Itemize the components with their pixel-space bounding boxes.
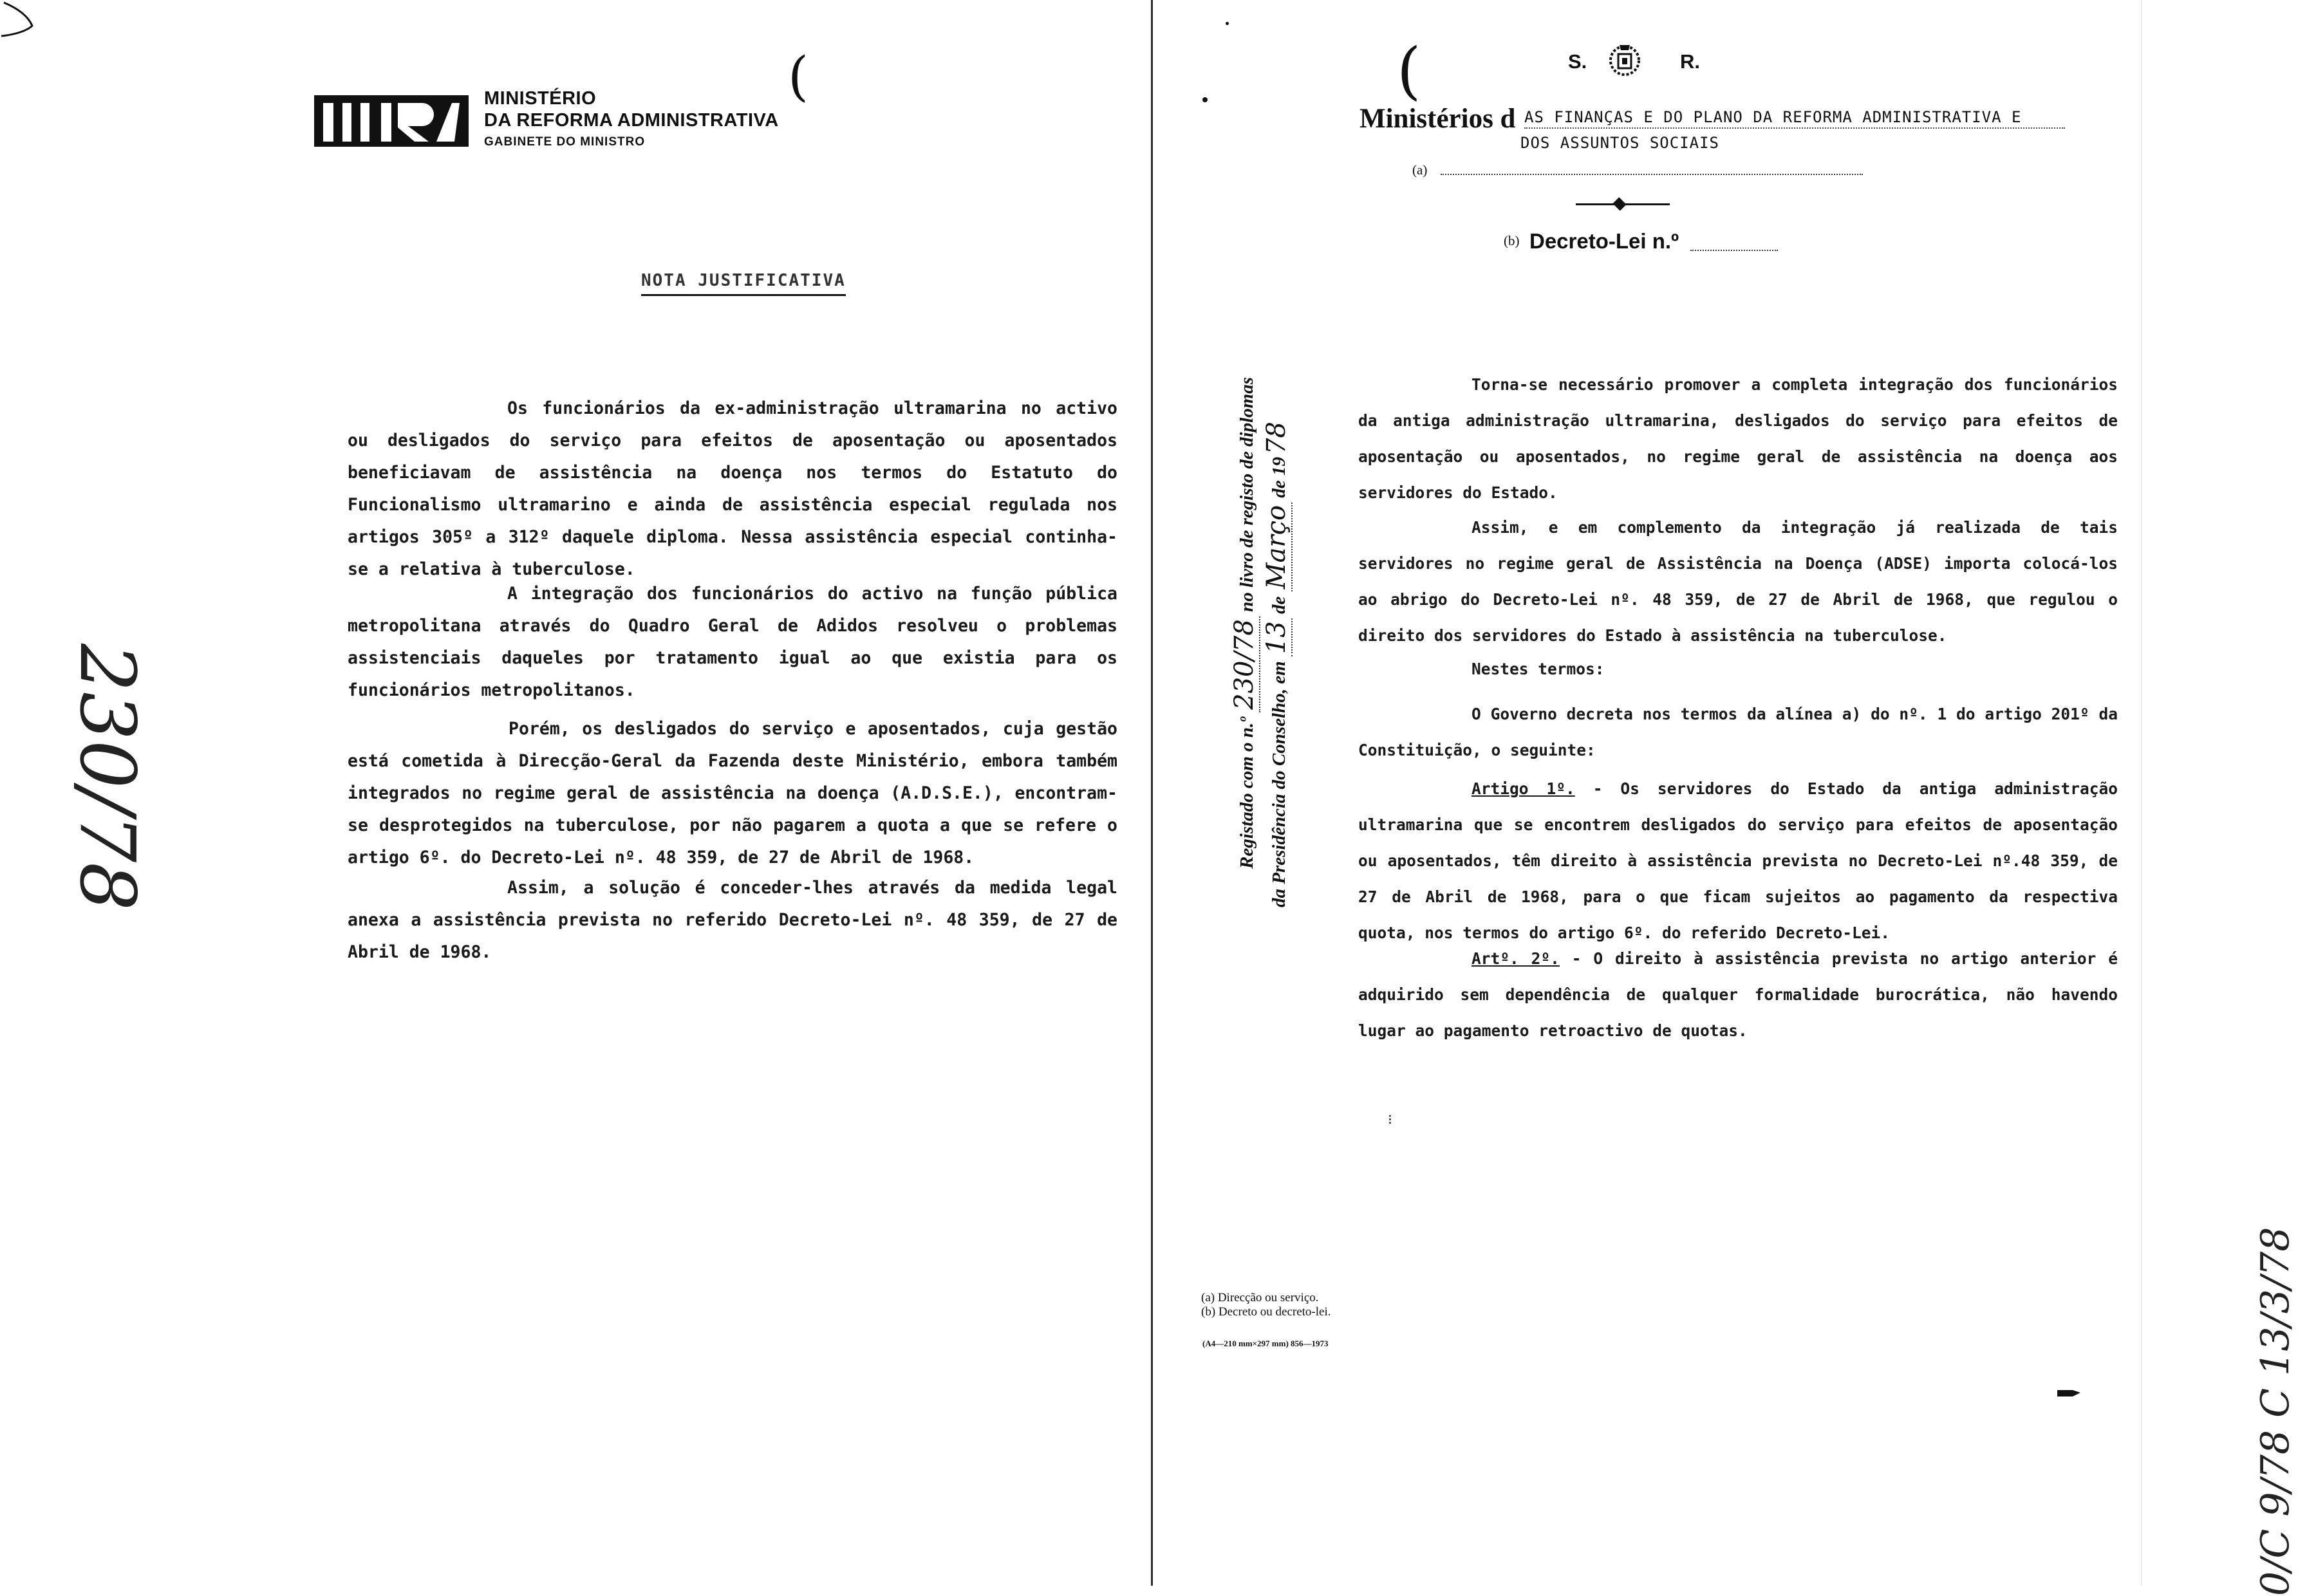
corner-pen-mark bbox=[0, 0, 51, 45]
article-2: Artº. 2º. - O direito à assistência prevista no artigo anterior é adquirido sem dependência de qualquer formalidade burocrática, não havendo lugar ao pagamento retroactivo de quotas. bbox=[1358, 949, 2118, 1040]
footnote-a: (a) Direcção ou serviço. bbox=[1201, 1291, 1319, 1304]
field-a-label: (a) bbox=[1412, 162, 1428, 178]
coat-of-arms-icon bbox=[1605, 40, 1644, 80]
left-paragraph-4: Assim, a solução é conceder-lhes através da medida legal anexa a assistência prevista no referido Decreto-Lei nº. 48 359, de 27 de Abril de 1968. bbox=[348, 878, 1117, 962]
ministry-header bbox=[484, 88, 779, 153]
registration-year: 78 bbox=[1262, 422, 1291, 455]
registration-day: 13 bbox=[1262, 618, 1293, 656]
header-s: S. bbox=[1568, 50, 1587, 73]
header-r: R. bbox=[1680, 50, 1700, 73]
page-title: NOTA JUSTIFICATIVA bbox=[641, 271, 846, 296]
ministries-line-1: AS FINANÇAS E DO PLANO DA REFORMA ADMINISTRATIVA E bbox=[1524, 108, 2065, 129]
registration-line-1: Registado com o n.º 230/78 no livro de registo de diplomas bbox=[1229, 376, 1259, 869]
registration-number: 230/78 bbox=[1229, 617, 1260, 712]
field-b-label: (b) bbox=[1504, 233, 1520, 248]
field-a-line bbox=[1441, 174, 1863, 175]
arrow-mark-icon bbox=[2057, 1387, 2080, 1398]
ink-dot bbox=[1202, 97, 1208, 102]
decreto-number-line bbox=[1690, 250, 1778, 251]
ministry-line2: DA REFORMA ADMINISTRATIVA bbox=[484, 110, 779, 131]
ministry-line3: GABINETE DO MINISTRO bbox=[484, 135, 646, 149]
mra-logo bbox=[314, 90, 469, 147]
footnotes bbox=[1201, 1291, 1331, 1319]
c-pen-mark: ( bbox=[1397, 35, 1421, 107]
scan-edge bbox=[2141, 0, 2142, 1586]
footnote-b: (b) Decreto ou decreto-lei. bbox=[1201, 1305, 1331, 1319]
handwritten-number: 230/78 bbox=[63, 644, 152, 911]
left-paragraph-3: Porém, os desligados do serviço e aposentados, cuja gestão está cometida à Direcção-Geral da Fazenda deste Ministério, embora também integrados no regime geral de assistência na doença (A.D.S.E.), encontram-se desprotegidos na tuberculose, por não pagarem a quota a que se refere o artigo 6º. do Decreto-Lei nº. 48 359, de 27 de Abril de 1968. bbox=[348, 719, 1117, 868]
right-paragraph-2: Assim, e em complemento da integração já realizada de tais servidores no regime geral de Assistência na Doença (ADSE) importa colocá-los ao abrigo do Decreto-Lei nº. 48 359, de 27 de Abril de 1968, que regulou o direito dos servidores do Estado à assistência na tuberculose. bbox=[1358, 518, 2118, 645]
registration-month: Março bbox=[1262, 503, 1293, 591]
ministerios-label: Ministérios d bbox=[1359, 104, 1516, 134]
ink-dot bbox=[1226, 22, 1229, 25]
right-paragraph-1: Torna-se necessário promover a completa integração dos funcionários da antiga administração ultramarina, desligados do serviço para efeitos de aposentação ou aposentados, no regime geral de assistência na doença aos servidores do Estado. bbox=[1358, 375, 2118, 502]
ornament-diamond bbox=[1612, 197, 1626, 210]
decreto-title: Decreto-Lei n.º bbox=[1529, 229, 1679, 253]
article-1-label: Artigo 1º. bbox=[1471, 779, 1575, 798]
ministries-line-2: DOS ASSUNTOS SOCIAIS bbox=[1520, 134, 1719, 152]
stray-mark: ⁝ bbox=[1388, 1112, 1392, 1128]
registration-line-2: da Presidência do Conselho, em 13 de Março de 1978 bbox=[1262, 419, 1291, 907]
article-2-label: Artº. 2º. bbox=[1471, 949, 1560, 968]
article-1: Artigo 1º. - Os servidores do Estado da antiga administração ultramarina que se encontrem desligados do serviço para efeitos de aposentação ou aposentados, têm direito à assistência prevista no Decreto-Lei nº.48 359, de 27 de Abril de 1968, para o que ficam sujeitos ao pagamento da respectiva quota, nos termos do artigo 6º. do referido Decreto-Lei. bbox=[1358, 779, 2118, 942]
right-paragraph-4: O Governo decreta nos termos da alínea a) do nº. 1 do artigo 201º da Constituição, o seguinte: bbox=[1358, 705, 2118, 759]
page-fold bbox=[1151, 0, 1153, 1586]
handwritten-margin-note: 0/C 9/78 C 13/3/78 bbox=[2253, 1227, 2298, 1596]
right-paragraph-3: Nestes termos: bbox=[1471, 660, 1605, 678]
left-paragraph-2: A integração dos funcionários do activo na função pública metropolitana através do Quadro Geral de Adidos resolveu o problemas assistenciais daqueles por tratamento igual ao que existia para os funcionários metropolitanos. bbox=[348, 584, 1117, 700]
form-code: (A4—210 mm×297 mm) 856—1973 bbox=[1202, 1339, 1329, 1348]
c-pen-mark: ( bbox=[788, 46, 808, 107]
left-paragraph-1: Os funcionários da ex-administração ultramarina no activo ou desligados do serviço para efeitos de aposentação ou aposentados beneficiavam de assistência na doença nos termos do Estatuto do Funcionalismo ultramarino e ainda de assistência especial regulada nos artigos 305º a 312º daquele diploma. Nessa assistência especial continha-se a relativa à tuberculose. bbox=[348, 398, 1117, 579]
ministry-line1: MINISTÉRIO bbox=[484, 88, 597, 109]
